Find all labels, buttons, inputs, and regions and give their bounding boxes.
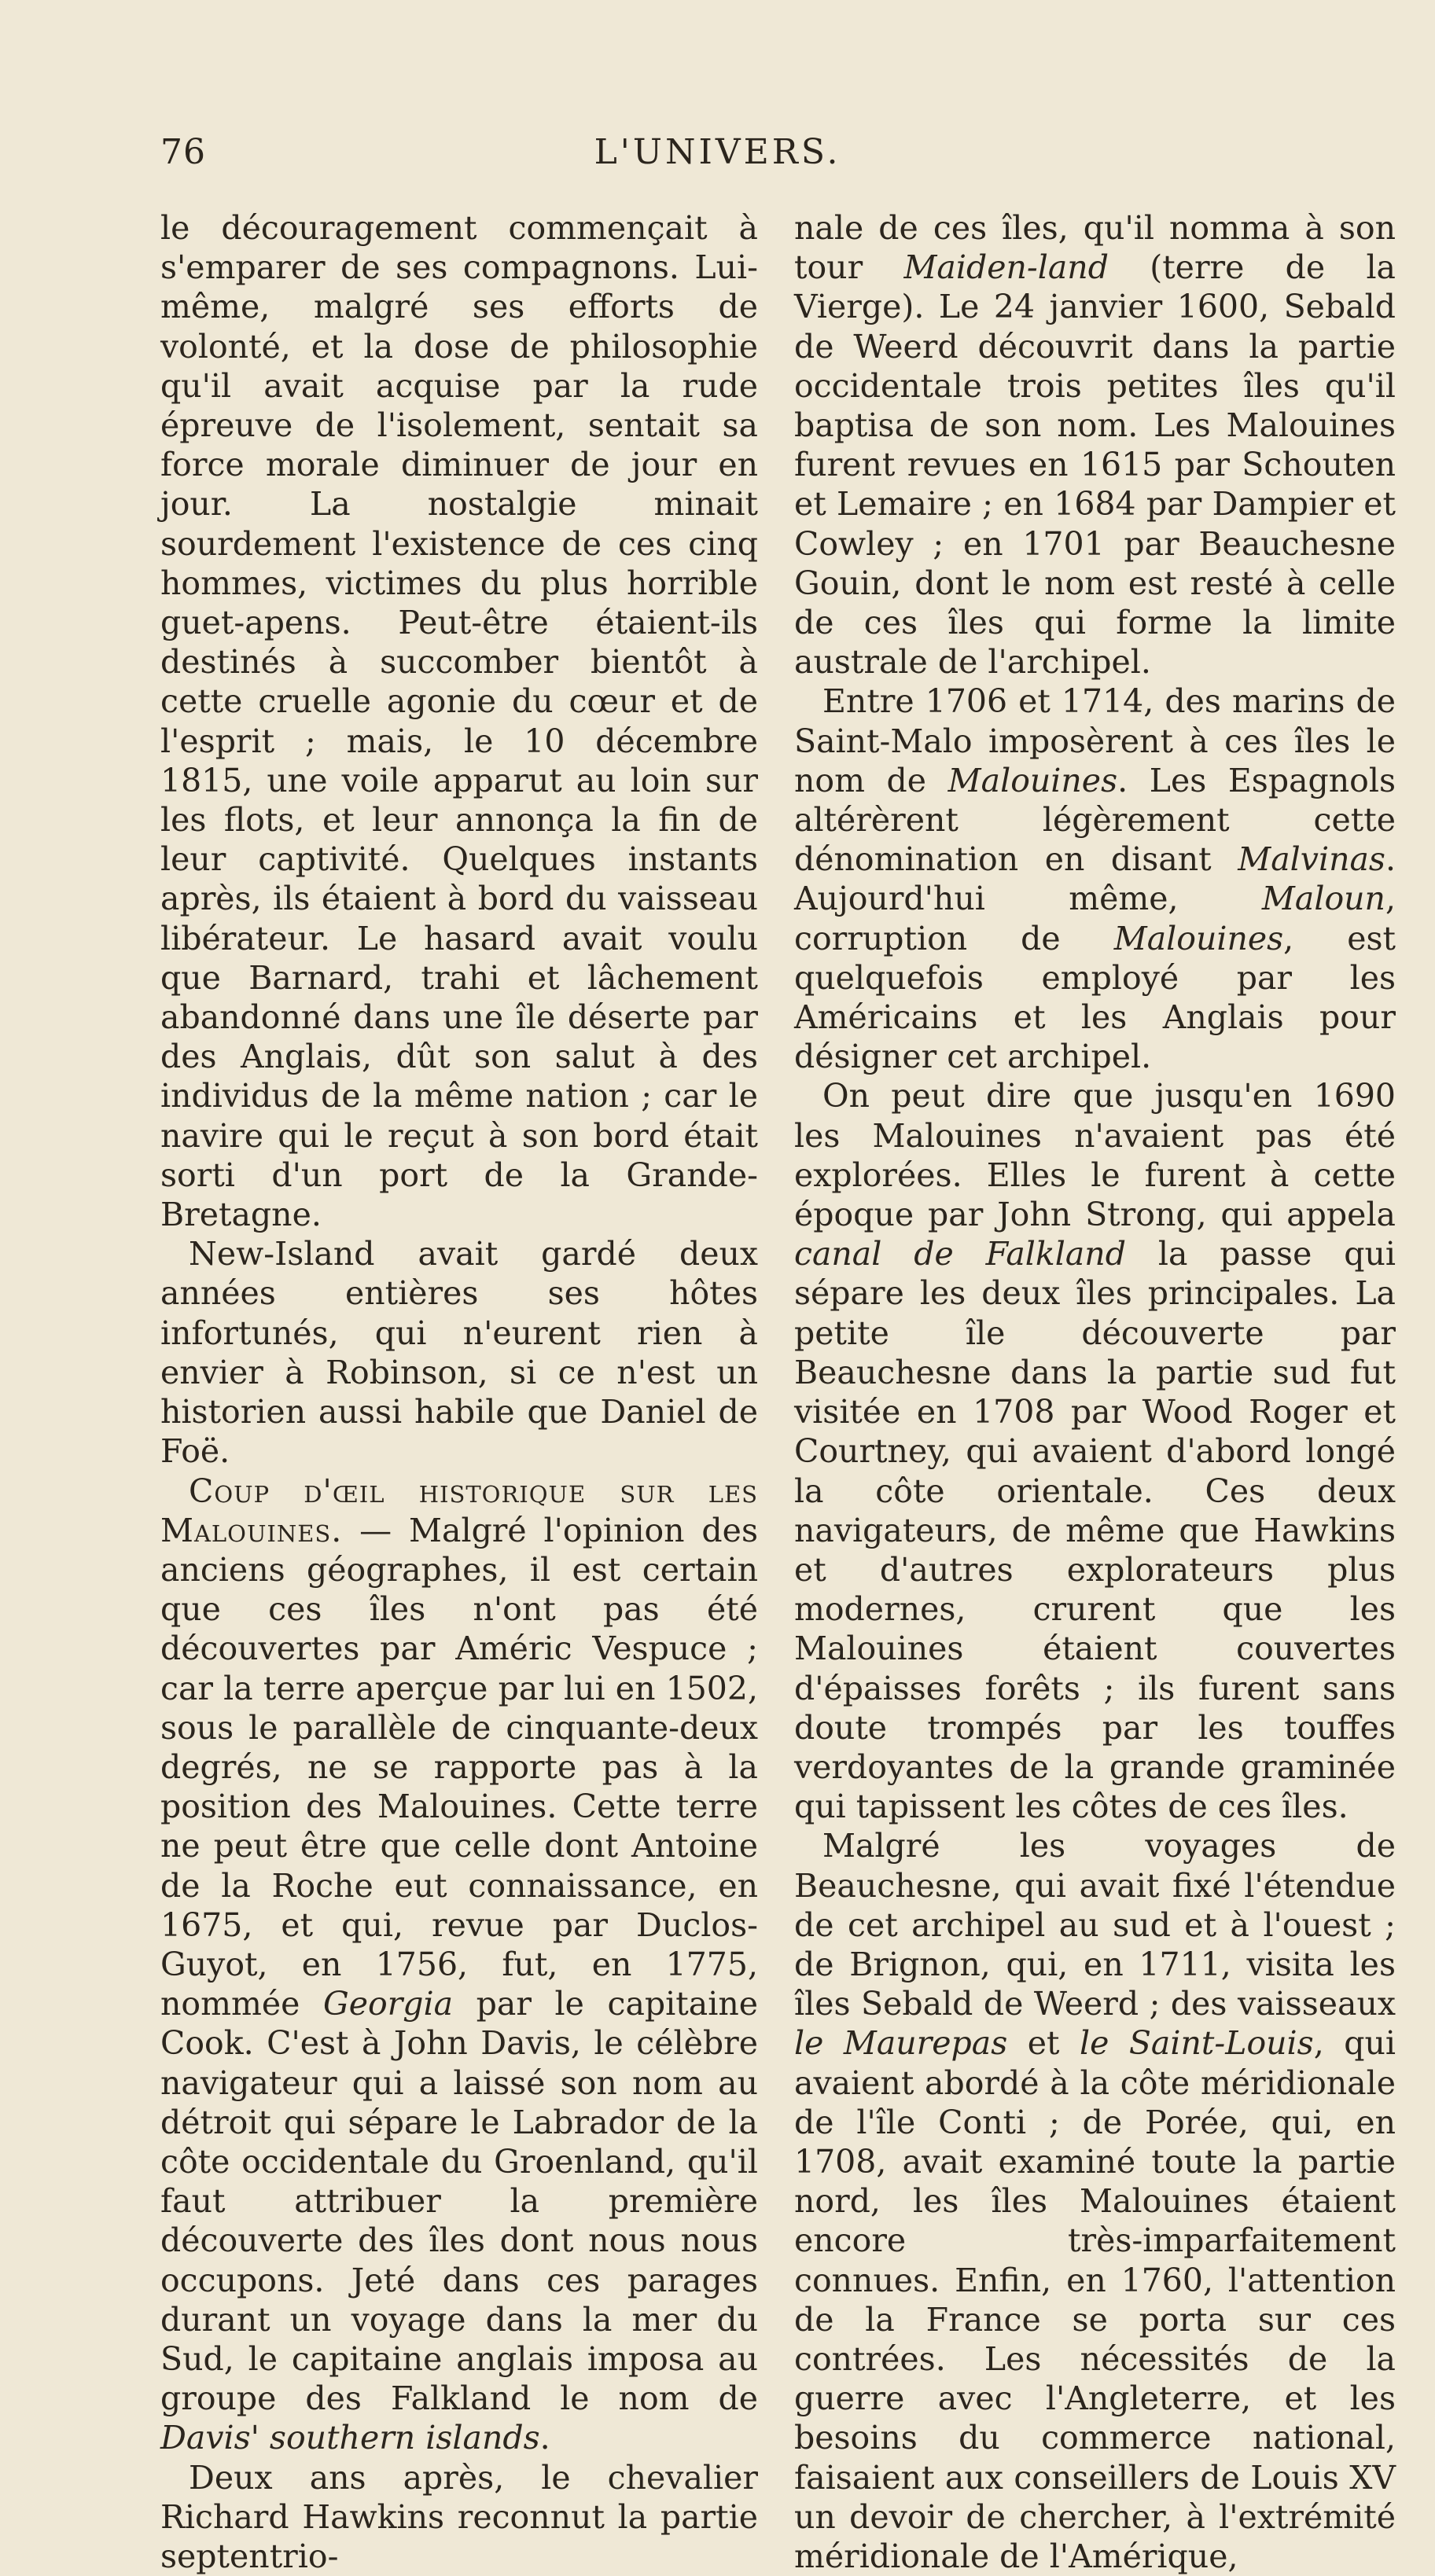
page-number: 76 [160,132,206,172]
section-heading: Coup d'œil historique sur les Malouines. [160,1472,758,1549]
paragraph: Deux ans après, le chevalier Richard Hawkins reconnut la partie septentrio- [160,2458,758,2575]
running-title: L'UNIVERS. [594,132,841,172]
left-column [160,208,758,2576]
paragraph: New-Island avait gardé deux années entières ses hôtes infortunés, qui n'eurent rien à envier à Robinson, si ce n'est un historien aussi habile que Daniel de Foë. [160,1235,758,1471]
paragraph: Entre 1706 et 1714, des marins de Saint-Malo imposèrent à ces îles le nom de Malouines. Les Espagnols altérèrent légèrement cette dénomination en disant Malvinas. Aujourd'hui même, Maloun, corruption de Malouines, est quelquefois employé par les Américains et les Anglais pour désigner cet archipel. [794,682,1396,1076]
right-column [794,208,1396,2576]
paragraph: nale de ces îles, qu'il nomma à son tour Maiden-land (terre de la Vierge). Le 24 janvier 1600, Sebald de Weerd découvrit dans la partie occidentale trois petites îles qu'il baptisa de son nom. Les Malouines furent revues en 1615 par Schouten et Lemaire ; en 1684 par Dampier et Cowley ; en 1701 par Beauchesne Gouin, dont le nom est resté à celle de ces îles qui forme la limite australe de l'archipel. [794,209,1396,682]
page-header [0,132,1435,187]
paragraph: le découragement commençait à s'emparer de ses compagnons. Lui-même, malgré ses efforts de volonté, et la dose de philosophie qu'il avait acquise par la rude épreuve de l'isolement, sentait sa force morale diminuer de jour en jour. La nostalgie minait sourdement l'existence de ces cinq hommes, victimes du plus horrible guet-apens. Peut-être étaient-ils destinés à succomber bientôt à cette cruelle agonie du cœur et de l'esprit ; mais, le 10 décembre 1815, une voile apparut au loin sur les flots, et leur annonça la fin de leur captivité. Quelques instants après, ils étaient à bord du vaisseau libérateur. Le hasard avait voulu que Barnard, trahi et lâchement abandonné dans une île déserte par des Anglais, dût son salut à des individus de la même nation ; car le navire qui le reçut à son bord était sorti d'un port de la Grande-Bretagne. [160,209,758,1234]
paragraph: On peut dire que jusqu'en 1690 les Malouines n'avaient pas été explorées. Elles le furent à cette époque par John Strong, qui appela canal de Falkland la passe qui sépare les deux îles principales. La petite île découverte par Beauchesne dans la partie sud fut visitée en 1708 par Wood Roger et Courtney, qui avaient d'abord longé la côte orientale. Ces deux navigateurs, de même que Hawkins et d'autres explorateurs plus modernes, crurent que les Malouines étaient couvertes d'épaisses forêts ; ils furent sans doute trompés par les touffes verdoyantes de la grande graminée qui tapissent les côtes de ces îles. [794,1077,1396,1826]
section-paragraph: Coup d'œil historique sur les Malouines. — Malgré l'opinion des anciens géographes, il est certain que ces îles n'ont pas été découvertes par Améric Vespuce ; car la terre aperçue par lui en 1502, sous le parallèle de cinquante-deux degrés, ne se rapporte pas à la position des Malouines. Cette terre ne peut être que celle dont Antoine de la Roche eut connaissance, en 1675, et qui, revue par Duclos-Guyot, en 1756, fut, en 1775, nommée Georgia par le capitaine Cook. C'est à John Davis, le célèbre navigateur qui a laissé son nom au détroit qui sépare le Labrador de la côte occidentale du Groenland, qu'il faut attribuer la première découverte des îles dont nous nous occupons. Jeté dans ces parages durant un voyage dans la mer du Sud, le capitaine anglais imposa au groupe des Falkland le nom de Davis' southern islands. [160,1472,758,2457]
paragraph: Malgré les voyages de Beauchesne, qui avait fixé l'étendue de cet archipel au sud et à l'ouest ; de Brignon, qui, en 1711, visita les îles Sebald de Weerd ; des vaisseaux le Maurepas et le Saint-Louis, qui avaient abordé à la côte méridionale de l'île Conti ; de Porée, qui, en 1708, avait examiné toute la partie nord, les îles Malouines étaient encore très-imparfaitement connues. Enfin, en 1760, l'attention de la France se porta sur ces contrées. Les nécessités de la guerre avec l'Angleterre, et les besoins du commerce national, faisaient aux conseillers de Louis XV un devoir de chercher, à l'extrémité méridionale de l'Amérique, [794,1827,1396,2575]
